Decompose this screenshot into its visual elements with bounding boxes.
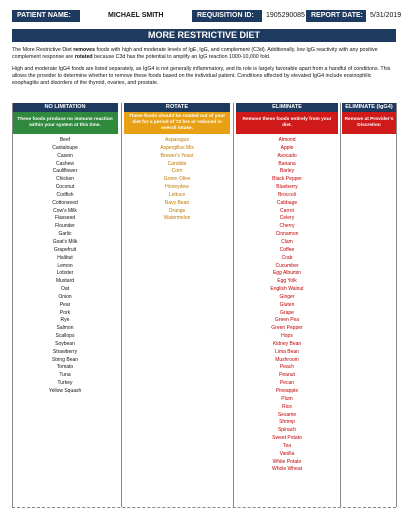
list-item: Tuna: [59, 372, 71, 379]
list-item: Navy Bean: [164, 199, 190, 206]
list-item: Mustard: [55, 278, 75, 285]
list-item: Cauliflower: [52, 168, 78, 175]
column-divider: [121, 103, 122, 507]
list-item: Lettuce: [168, 191, 186, 198]
list-item: Celery: [279, 215, 295, 222]
list-item: Green Pea: [274, 317, 300, 324]
list-item: Green Pepper: [271, 325, 303, 332]
list-item: Pecan: [279, 380, 295, 387]
report-date-value: 5/31/2019: [370, 12, 402, 19]
list-item: Soybean: [55, 340, 75, 347]
list-item: Cherry: [279, 223, 295, 230]
list-item: Cantaloupe: [52, 144, 78, 151]
list-item: Cucumber: [275, 262, 299, 269]
list-item: Avocado: [277, 152, 297, 159]
list-item: Lemon: [57, 262, 73, 269]
list-item: Rice: [281, 403, 292, 410]
intro-p1-part-c: foods with high and moderate levels of IgE, IgG, and complement (C3d). Additionally, low IgG reactivity with any positive complement response are: [12, 47, 378, 61]
list-item: Tomato: [56, 364, 74, 371]
list-item: Vanilla: [279, 450, 295, 457]
eliminate-heading: ELIMINATE: [236, 103, 338, 112]
intro-paragraph-2: High and moderate IgG4 foods are listed separately, as IgG4 is not generally inflammatory, and its role is largely favorable apart from a handful of conditions. This allows the provider to determine whether to remove these foods based on the individual patient. Conditions affected by elevated IgG4 include eosinophilic esophagitis and disorders of the thyroid, ovaries, and prostate.: [12, 65, 391, 87]
list-item: Beef: [59, 137, 71, 143]
intro-p1-removes: removes: [73, 47, 96, 53]
list-item: Apple: [280, 144, 294, 151]
intro-p1-rotated: rotated: [74, 54, 93, 61]
patient-name-label: PATIENT NAME:: [12, 10, 80, 22]
page-title: MORE RESTRICTIVE DIET: [12, 29, 396, 42]
list-item: Turkey: [57, 380, 73, 387]
rotate-heading: ROTATE: [124, 103, 230, 112]
eliminate-igg4-subheading: Remove at Provider's Discretion: [342, 112, 396, 134]
intro-text: [12, 47, 396, 91]
list-item: Barley: [279, 168, 295, 175]
list-item: Mushroom: [275, 356, 299, 363]
eliminate-igg4-column: [342, 112, 396, 137]
eliminate-subheading: Remove these foods entirely from your diet.: [236, 112, 338, 134]
eliminate-list: [236, 137, 338, 474]
list-item: Sweet Potato: [272, 435, 302, 442]
list-item: Goat's Milk: [52, 238, 78, 245]
list-item: Grapefruit: [53, 246, 77, 253]
list-item: Cow's Milk: [53, 207, 77, 214]
intro-p1-part-a: The More Restrictive Diet: [12, 47, 74, 53]
eliminate-column: [236, 112, 338, 474]
list-item: Egg Albumin: [272, 270, 302, 277]
list-item: Rye: [60, 317, 70, 324]
rotate-subheading: These foods should be rotated out of your diet for a period of 72 hrs or reduced in overall intake.: [124, 112, 230, 134]
list-item: Oat: [60, 286, 70, 293]
no-limitation-heading: NO LIMITATION: [12, 103, 118, 112]
list-item: Strawberry: [52, 348, 78, 355]
list-item: Codfish: [56, 191, 74, 198]
list-item: Candida: [167, 160, 187, 167]
list-item: White Potato: [272, 458, 302, 465]
list-item: Brewer's Yeast: [160, 152, 194, 159]
list-item: Salmon: [56, 325, 74, 332]
intro-paragraph-1: [12, 47, 396, 62]
list-item: Banana: [278, 160, 296, 167]
column-divider: [396, 103, 397, 507]
table-bottom-border: [12, 507, 396, 508]
list-item: Ginger: [279, 293, 295, 300]
list-item: Cottonseed: [52, 199, 78, 206]
list-item: Garlic: [58, 231, 72, 238]
requisition-id-value: 1905290085: [266, 12, 305, 19]
list-item: Spinach: [277, 427, 297, 434]
list-item: Peach: [279, 364, 295, 371]
list-item: Sesame: [277, 411, 297, 418]
report-header: [12, 10, 402, 22]
list-item: Grape: [280, 309, 294, 316]
column-divider: [340, 103, 341, 507]
list-item: Orange: [168, 207, 186, 214]
rotate-list: [124, 137, 230, 223]
list-item: Casein: [57, 152, 73, 159]
list-item: Broccoli: [278, 191, 296, 198]
list-item: Scallops: [55, 333, 75, 340]
list-item: Pear: [59, 301, 71, 308]
list-item: Egg Yolk: [277, 278, 297, 285]
list-item: Coffee: [279, 246, 295, 253]
list-item: Almond: [278, 137, 296, 143]
list-item: Lima Bean: [275, 348, 299, 355]
list-item: Hops: [281, 333, 293, 340]
list-item: Flounder: [55, 223, 75, 230]
requisition-id-label: REQUISITION ID:: [192, 10, 262, 22]
list-item: Asparagus: [165, 137, 189, 143]
list-item: Onion: [58, 293, 72, 300]
list-item: Aspergillus Mix: [160, 144, 194, 151]
list-item: Blueberry: [276, 184, 298, 191]
list-item: Yellow Squash: [48, 388, 82, 394]
report-date-label: REPORT DATE:: [306, 10, 366, 22]
list-item: Watermelon: [163, 215, 191, 222]
patient-name-value: MICHAEL SMITH: [108, 12, 164, 19]
list-item: Cinnamon: [275, 231, 299, 238]
list-item: String Bean: [51, 356, 79, 363]
list-item: Honeydew: [165, 184, 189, 191]
list-item: Green Olive: [163, 176, 191, 183]
list-item: Lobster: [56, 270, 74, 277]
list-item: Pork: [59, 309, 71, 316]
list-item: Flaxseed: [54, 215, 76, 222]
column-divider: [12, 103, 13, 507]
list-item: Chicken: [55, 176, 75, 183]
intro-p1-part-e: because C3d has the potential to amplify an IgG reaction 1000-10,000 fold.: [92, 54, 271, 61]
list-item: Pineapple: [275, 388, 299, 394]
list-item: Cashew: [55, 160, 75, 167]
no-limitation-column: [12, 112, 118, 396]
list-item: Carrot: [280, 207, 294, 214]
list-item: Coconut: [55, 184, 75, 191]
list-item: Clam: [281, 238, 293, 245]
list-item: Cabbage: [276, 199, 298, 206]
list-item: Gluten: [279, 301, 295, 308]
list-item: Kidney Bean: [272, 340, 302, 347]
eliminate-igg4-heading: ELIMINATE (IgG4): [342, 103, 396, 112]
list-item: Black Pepper: [272, 176, 302, 183]
no-limitation-list: [12, 137, 118, 396]
list-item: Plum: [281, 395, 293, 402]
list-item: English Walnut: [270, 286, 304, 293]
column-divider: [233, 103, 234, 507]
no-limitation-subheading: These foods produce no immune reaction within your system at this time.: [12, 112, 118, 134]
list-item: Peanut: [279, 372, 295, 379]
list-item: Halibut: [57, 254, 73, 261]
list-item: Corn: [171, 168, 183, 175]
list-item: Whole Wheat: [271, 466, 302, 473]
list-item: Tea: [282, 442, 292, 449]
list-item: Crab: [281, 254, 293, 261]
list-item: Shrimp: [279, 419, 295, 426]
rotate-column: [124, 112, 230, 223]
